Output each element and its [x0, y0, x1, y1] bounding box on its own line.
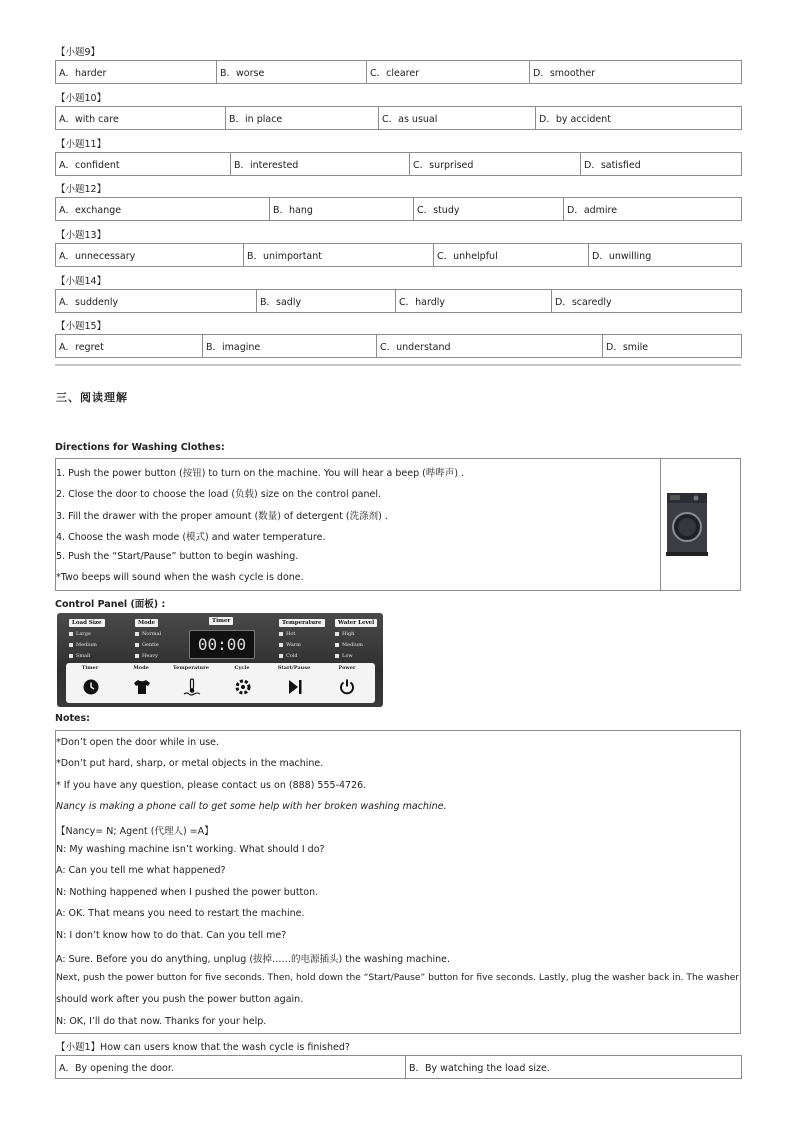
options-table-15	[55, 334, 742, 358]
option-d[interactable]: D．satisfied	[581, 153, 742, 176]
dialogue-line: A: Can you tell me what happened?	[56, 865, 226, 876]
mode-option: Heavy	[135, 653, 158, 659]
control-panel-image	[57, 613, 383, 707]
dialogue-line: A: Sure. Before you do anything, unplug (拔掉……的电源插头) the washing machine.	[56, 954, 450, 965]
option-a[interactable]: A．By opening the door.	[56, 1056, 406, 1079]
option-b[interactable]: B．imagine	[203, 335, 377, 358]
control-panel-title: Control Panel (面板) :	[55, 599, 166, 610]
timer-button-label: Timer	[81, 665, 99, 671]
option-c[interactable]: C．unhelpful	[434, 244, 589, 267]
question-label-13: 【小题13】	[56, 230, 107, 241]
option-b[interactable]: B．unimportant	[244, 244, 434, 267]
question-label-12: 【小题12】	[56, 184, 107, 195]
dialogue-line: N: My washing machine isn’t working. What should I do?	[56, 844, 325, 855]
options-table-12	[55, 197, 742, 221]
load-size-title: Load Size	[69, 619, 105, 627]
mode-option: Gentle	[135, 642, 159, 648]
option-d[interactable]: D．smoother	[530, 61, 742, 84]
temperature-title: Temperature	[279, 619, 325, 627]
option-a[interactable]: A．with care	[56, 107, 226, 130]
play-pause-icon	[286, 678, 304, 696]
shirt-icon	[133, 678, 151, 696]
option-b[interactable]: B．By watching the load size.	[406, 1056, 742, 1079]
water-level-option: Medium	[335, 642, 363, 648]
question-1-label: 【小题1】How can users know that the wash cycle is finished?	[56, 1042, 350, 1053]
temperature-option: Warm	[279, 642, 301, 648]
dialogue-line: A: OK. That means you need to restart the machine.	[56, 908, 305, 919]
note-line: * If you have any question, please contact us on (888) 555-4726.	[56, 780, 367, 791]
button-strip	[66, 663, 375, 703]
question-label-11: 【小题11】	[56, 139, 107, 150]
option-a[interactable]: A．harder	[56, 61, 217, 84]
options-table-14	[55, 289, 742, 313]
direction-step-2: 2. Close the door to choose the load (负载) size on the control panel.	[56, 489, 382, 500]
dialogue-legend: 【Nancy= N; Agent (代理人) =A】	[56, 826, 214, 837]
question-label-9: 【小题9】	[56, 47, 101, 58]
dialogue-intro: Nancy is making a phone call to get some help with her broken washing machine.	[56, 801, 447, 812]
option-c[interactable]: C．understand	[377, 335, 603, 358]
options-table-13	[55, 243, 742, 267]
cycle-button-label: Cycle	[234, 665, 250, 671]
thermometer-icon	[183, 678, 201, 696]
question-label-10: 【小题10】	[56, 93, 107, 104]
mode-button-label: Mode	[133, 665, 149, 671]
option-a[interactable]: A．suddenly	[56, 290, 257, 313]
option-c[interactable]: C．as usual	[379, 107, 536, 130]
option-c[interactable]: C．clearer	[367, 61, 530, 84]
option-a[interactable]: A．confident	[56, 153, 231, 176]
option-b[interactable]: B．interested	[231, 153, 410, 176]
option-a[interactable]: A．exchange	[56, 198, 270, 221]
direction-note: *Two beeps will sound when the wash cycle is done.	[56, 572, 304, 583]
option-b[interactable]: B．worse	[217, 61, 367, 84]
start-pause-button-label: Start/Pause	[277, 665, 311, 671]
temperature-option: Hot	[279, 631, 295, 637]
dialogue-line: should work after you push the power button again.	[56, 994, 304, 1005]
option-d[interactable]: D．scaredly	[552, 290, 742, 313]
option-d[interactable]: D．admire	[564, 198, 742, 221]
power-icon	[338, 678, 356, 696]
notes-title: Notes:	[55, 713, 90, 724]
water-level-title: Water Level	[335, 619, 377, 627]
options-table-11	[55, 152, 742, 176]
direction-step-4: 4. Choose the wash mode (模式) and water temperature.	[56, 532, 326, 543]
option-c[interactable]: C．surprised	[410, 153, 581, 176]
option-b[interactable]: B．sadly	[257, 290, 396, 313]
option-b[interactable]: B．in place	[226, 107, 379, 130]
notes-box	[55, 730, 741, 1034]
option-a[interactable]: A．unnecessary	[56, 244, 244, 267]
options-table-9	[55, 60, 742, 84]
dialogue-line: N: OK, I’ll do that now. Thanks for your help.	[56, 1016, 267, 1027]
section-divider	[55, 364, 741, 366]
water-level-option: High	[335, 631, 354, 637]
timer-display: 00:00	[189, 630, 255, 659]
temperature-option: Cold	[279, 653, 298, 659]
direction-step-1: 1. Push the power button (按钮) to turn on the machine. You will hear a beep (哔哔声) .	[56, 468, 465, 479]
question-label-15: 【小题15】	[56, 321, 107, 332]
option-d[interactable]: D．unwilling	[589, 244, 742, 267]
note-line: *Don’t open the door while in use.	[56, 737, 220, 748]
timer-title: Timer	[209, 617, 233, 625]
question-label-14: 【小题14】	[56, 276, 107, 287]
cycle-icon	[234, 678, 252, 696]
washing-machine-image	[666, 492, 708, 556]
power-button-label: Power	[338, 665, 356, 671]
option-d[interactable]: D．by accident	[536, 107, 742, 130]
directions-title: Directions for Washing Clothes:	[55, 442, 225, 453]
dialogue-line: N: I don’t know how to do that. Can you tell me?	[56, 930, 287, 941]
direction-step-5: 5. Push the “Start/Pause” button to begin washing.	[56, 551, 299, 562]
mode-title: Mode	[135, 619, 158, 627]
load-size-option: Small	[69, 653, 90, 659]
load-size-option: Medium	[69, 642, 97, 648]
option-b[interactable]: B．hang	[270, 198, 414, 221]
clock-icon	[82, 678, 100, 696]
direction-step-3: 3. Fill the drawer with the proper amount (数量) of detergent (洗涤剂) .	[56, 511, 388, 522]
options-table-10	[55, 106, 742, 130]
dialogue-line: Next, push the power button for five seconds. Then, hold down the “Start/Pause” button for five seconds. Lastly, plug the washer back in. The washer	[56, 973, 740, 983]
dialogue-line: N: Nothing happened when I pushed the power button.	[56, 887, 319, 898]
temperature-button-label: Temperature	[173, 665, 209, 671]
options-table-1	[55, 1055, 742, 1079]
option-c[interactable]: C．hardly	[396, 290, 552, 313]
option-a[interactable]: A．regret	[56, 335, 203, 358]
option-c[interactable]: C．study	[414, 198, 564, 221]
note-line: *Don’t put hard, sharp, or metal objects in the machine.	[56, 758, 324, 769]
option-d[interactable]: D．smile	[603, 335, 742, 358]
load-size-option: Large	[69, 631, 91, 637]
section-title: 三、阅读理解	[56, 391, 128, 404]
mode-option: Normal	[135, 631, 161, 637]
water-level-option: Low	[335, 653, 353, 659]
